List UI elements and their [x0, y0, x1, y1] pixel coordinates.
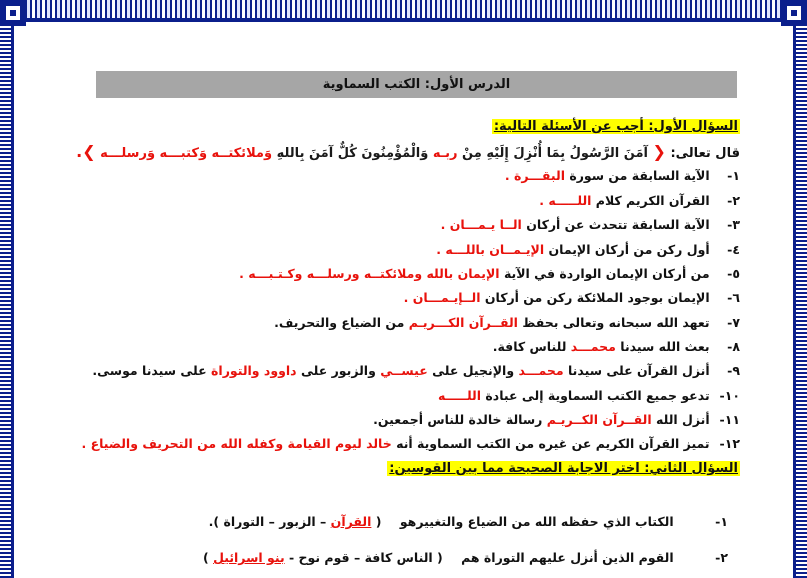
- question-2-heading-row: [387, 460, 740, 476]
- lesson-title-text: الدرس الأول: الكتب السماوية: [322, 77, 511, 92]
- verse-prefix: قال تعالى:: [670, 146, 740, 161]
- answer-text: داوود والتوراة: [211, 363, 297, 378]
- answer-text: الإيـمــان باللـــه .: [436, 242, 545, 257]
- correct-choice: بنو اسرائيل: [213, 550, 285, 565]
- answer-text: الــا يـمـــان .: [440, 217, 522, 232]
- list-item: ٧- تعهد الله سبحانه وتعالى بحفظ القــرآن الكـــريـم من الضياع والتحريف.: [274, 315, 740, 330]
- list-item: ٢- القرآن الكريم كلام اللـــــه .: [539, 193, 740, 208]
- answer-text: محمـــد: [570, 339, 616, 354]
- list-item: ٨- بعث الله سيدنا محمـــد للناس كافة.: [492, 339, 740, 354]
- choice-item: ٢- القوم الذين أنزل عليهم التوراة هم ( الناس كافة – قوم نوح - بنو اسرائيل ): [202, 550, 728, 565]
- verse-line: [76, 142, 740, 161]
- border-corner-left: [0, 0, 26, 26]
- list-item: ١- الآية السابقة من سورة البقـــرة .: [504, 168, 740, 183]
- list-item: ٤- أول ركن من أركان الإيمان الإيـمــان باللـــه .: [436, 242, 740, 257]
- list-item: ٩- أنزل القرآن على سيدنا محمـــد والإنجيل على عيســي والزبور على داوود والتوراة على سيدنا موسى.: [92, 363, 740, 378]
- list-item: ٥- من أركان الإيمان الواردة في الآية الإيمان بالله وملائكتــه ورسلـــه وكـتـبـــه .: [239, 266, 740, 281]
- lesson-title: [96, 71, 737, 98]
- list-item: ١٠- تدعو جميع الكتب السماوية إلى عبادة اللـــــه: [438, 388, 740, 403]
- border-left: [0, 0, 14, 578]
- border-right: [793, 0, 807, 578]
- answer-text: الــإيـمـــان .: [403, 290, 481, 305]
- answer-text: خالد ليوم القيامة وكفله الله من التحريف والضياع .: [81, 436, 392, 451]
- correct-choice: القرآن: [330, 514, 372, 529]
- border-corner-right: [781, 0, 807, 26]
- list-item: ٣- الآية السابقة تتحدث عن أركان الــا يـمـــان .: [440, 217, 740, 232]
- verse-close-bracket: ❯.: [76, 142, 96, 161]
- question-1-heading-row: [492, 118, 740, 134]
- verse-answer-2: وَملائكتــه وَكتبـــه وَرسلـــه: [100, 146, 273, 161]
- list-item: ٦- الإيمان بوجود الملائكة ركن من أركان الــإيـمـــان .: [403, 290, 740, 305]
- answer-text: البقـــرة .: [504, 168, 565, 183]
- answer-text: الإيمان بالله وملائكتــه ورسلـــه وكـتـبـــه .: [239, 266, 500, 281]
- list-item: ١١- أنزل الله القــرآن الكــريـم رسالة خالدة للناس أجمعين.: [373, 412, 740, 427]
- question-2-heading: السؤال الثاني: اختر الاجابة الصحيحة مما بين القوسين:: [389, 461, 738, 476]
- answer-text: اللـــــه .: [539, 193, 592, 208]
- verse-answer-1: ربـه: [432, 146, 458, 161]
- answer-text: القــرآن الكـــريـم: [408, 315, 518, 330]
- choice-item: ١- الكتاب الذي حفظه الله من الضياع والتغييرهو ( القرآن – الزبور – التوراة ).: [208, 514, 728, 529]
- answer-text: القــرآن الكــريـم: [546, 412, 652, 427]
- verse-text-a: آمَنَ الرَّسُولُ بِمَا أُنْزِلَ إِلَيْهِ مِنْ: [462, 146, 648, 161]
- answer-text: محمـــد: [518, 363, 564, 378]
- question-1-heading: السؤال الأول: أجب عن الأسئلة التالية:: [493, 119, 738, 134]
- answer-text: اللـــــه: [438, 388, 482, 403]
- border-top: [0, 0, 807, 22]
- answer-text: عيســي: [380, 363, 428, 378]
- verse-open-bracket: ❮: [652, 142, 666, 161]
- list-item: ١٢- تميز القرآن الكريم عن غيره من الكتب السماوية أنه خالد ليوم القيامة وكفله الله من التحريف والضياع .: [81, 436, 740, 451]
- verse-text-b: وَالْمُؤْمِنُونَ كُلٌّ آمَنَ بِاللهِ: [276, 146, 429, 161]
